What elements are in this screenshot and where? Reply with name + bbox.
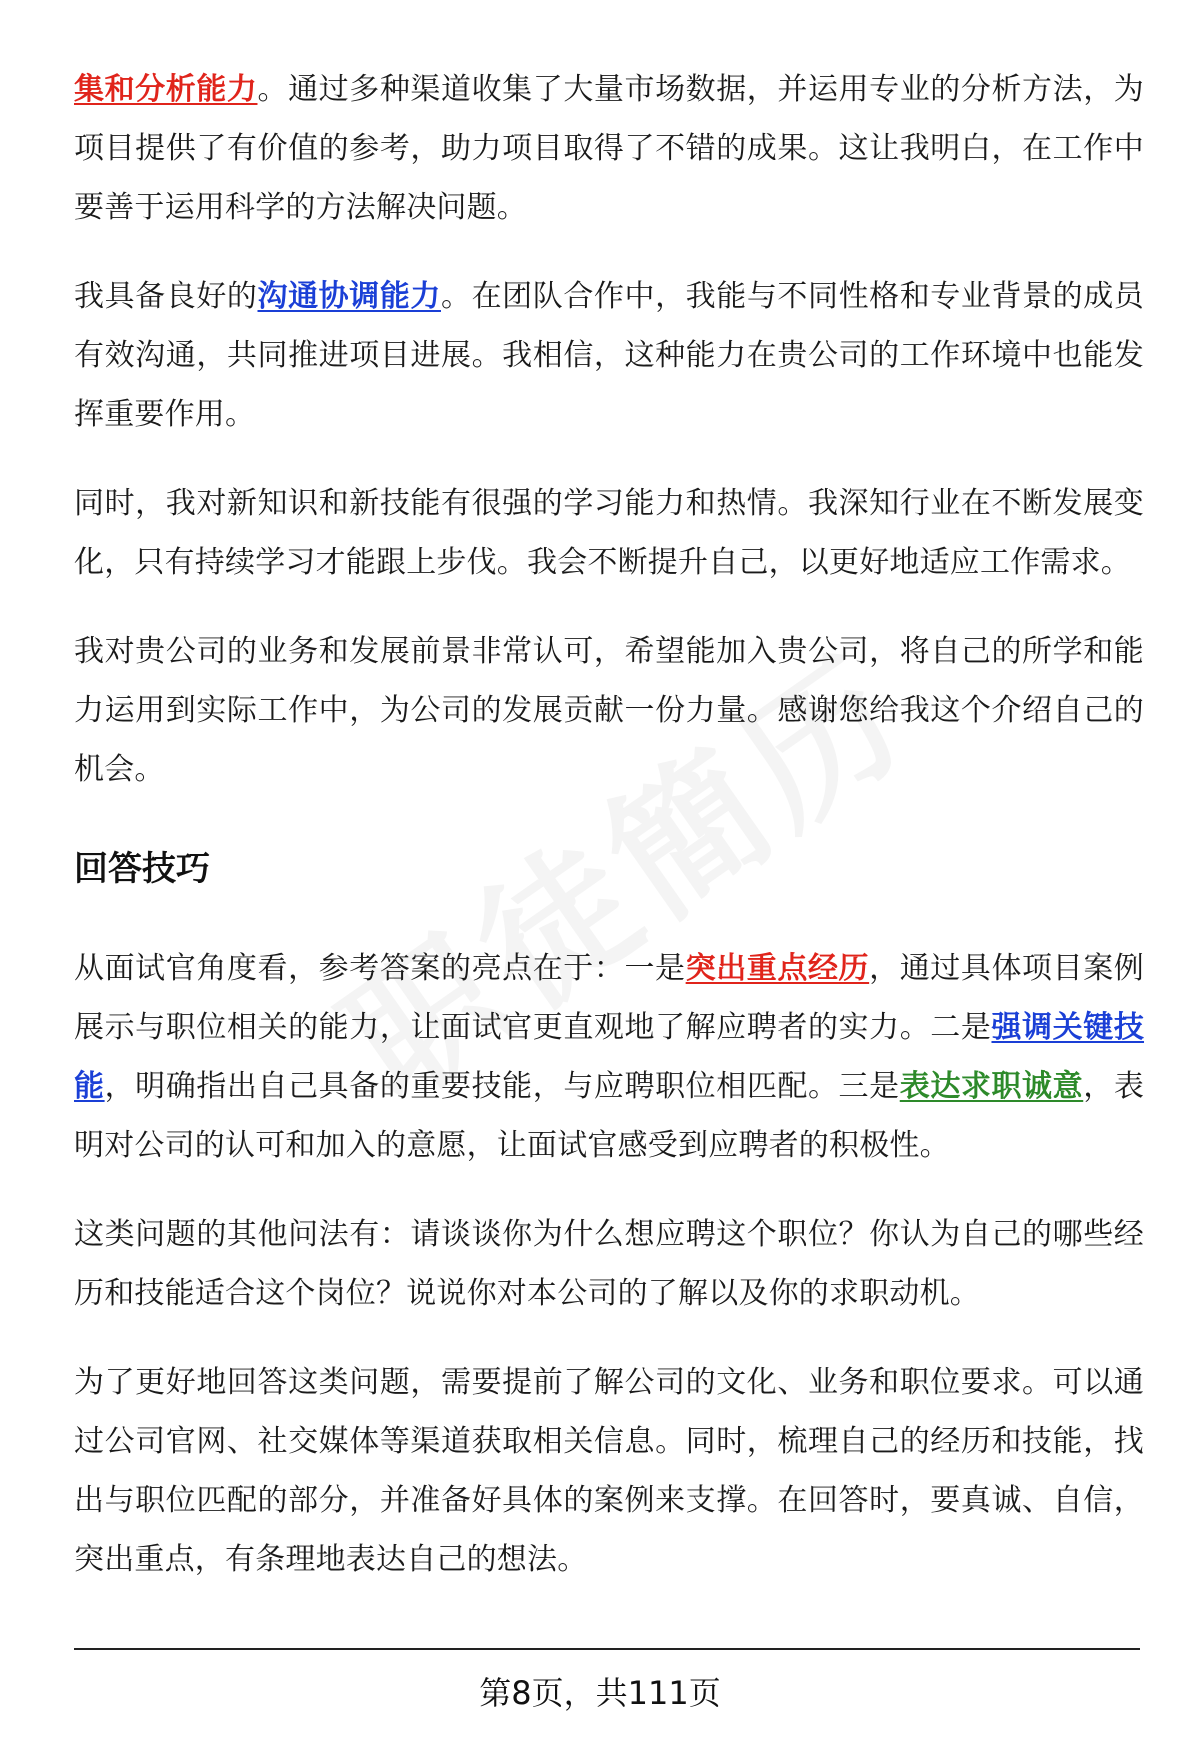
paragraph-text: 。通过多种渠道收集了大量市场数据，并运用专业的分析方法，为项目提供了有价值的参考，助力项目取得了不错的成果。这让我明白，在工作中要善于运用科学的方法解决问题。 bbox=[74, 72, 1144, 225]
paragraph-text: 我具备良好的 bbox=[74, 279, 258, 314]
paragraph-text: 。在团队合作中，我能与不同性格和专业背景的成员有效沟通，共同推进项目进展。我相信，这种能力在贵公司的工作环境中也能发挥重要作用。 bbox=[74, 279, 1145, 432]
paragraph-4 bbox=[74, 622, 1144, 799]
paragraph-text: ，通过具体项目案例展示与职位相关的能力，让面试官更直观地了解应聘者的实力。二是 bbox=[74, 951, 1144, 1045]
page-content bbox=[74, 60, 1144, 1589]
highlight-key-experience: 突出重点经历 bbox=[685, 951, 870, 986]
page-number: 第8页，共111页 bbox=[479, 1674, 721, 1712]
paragraph-2 bbox=[74, 267, 1144, 444]
section-paragraph-1 bbox=[74, 939, 1144, 1175]
highlight-key-skills: 强调关键技能 bbox=[74, 1010, 1145, 1104]
paragraph-text: 这类问题的其他问法有：请谈谈你为什么想应聘这个职位？你认为自己的哪些经历和技能适合这个岗位？说说你对本公司的了解以及你的求职动机。 bbox=[74, 1217, 1144, 1311]
highlight-communication-ability: 沟通协调能力 bbox=[257, 279, 441, 314]
section-paragraph-2 bbox=[74, 1205, 1144, 1323]
footer-divider bbox=[74, 1648, 1140, 1650]
paragraph-text: 同时，我对新知识和新技能有很强的学习能力和热情。我深知行业在不断发展变化，只有持续学习才能跟上步伐。我会不断提升自己，以更好地适应工作需求。 bbox=[74, 486, 1144, 580]
section-paragraph-3 bbox=[74, 1353, 1144, 1589]
section-heading: 回答技巧 bbox=[74, 849, 210, 889]
highlight-analysis-ability: 集和分析能力 bbox=[74, 72, 258, 107]
paragraph-3 bbox=[74, 474, 1144, 592]
paragraph-text: ，明确指出自己具备的重要技能，与应聘职位相匹配。三是 bbox=[104, 1069, 900, 1104]
paragraph-text: 从面试官角度看，参考答案的亮点在于：一是 bbox=[74, 951, 686, 986]
paragraph-text: 我对贵公司的业务和发展前景非常认可，希望能加入贵公司，将自己的所学和能力运用到实际工作中，为公司的发展贡献一份力量。感谢您给我这个介绍自己的机会。 bbox=[74, 634, 1144, 787]
paragraph-1 bbox=[74, 60, 1144, 237]
paragraph-text: 为了更好地回答这类问题，需要提前了解公司的文化、业务和职位要求。可以通过公司官网、社交媒体等渠道获取相关信息。同时，梳理自己的经历和技能，找出与职位匹配的部分，并准备好具体的案例来支撑。在回答时，要真诚、自信，突出重点，有条理地表达自己的想法。 bbox=[74, 1365, 1144, 1577]
paragraph-text: ，表明对公司的认可和加入的意愿，让面试官感受到应聘者的积极性。 bbox=[74, 1069, 1145, 1163]
highlight-job-sincerity: 表达求职诚意 bbox=[899, 1069, 1084, 1104]
